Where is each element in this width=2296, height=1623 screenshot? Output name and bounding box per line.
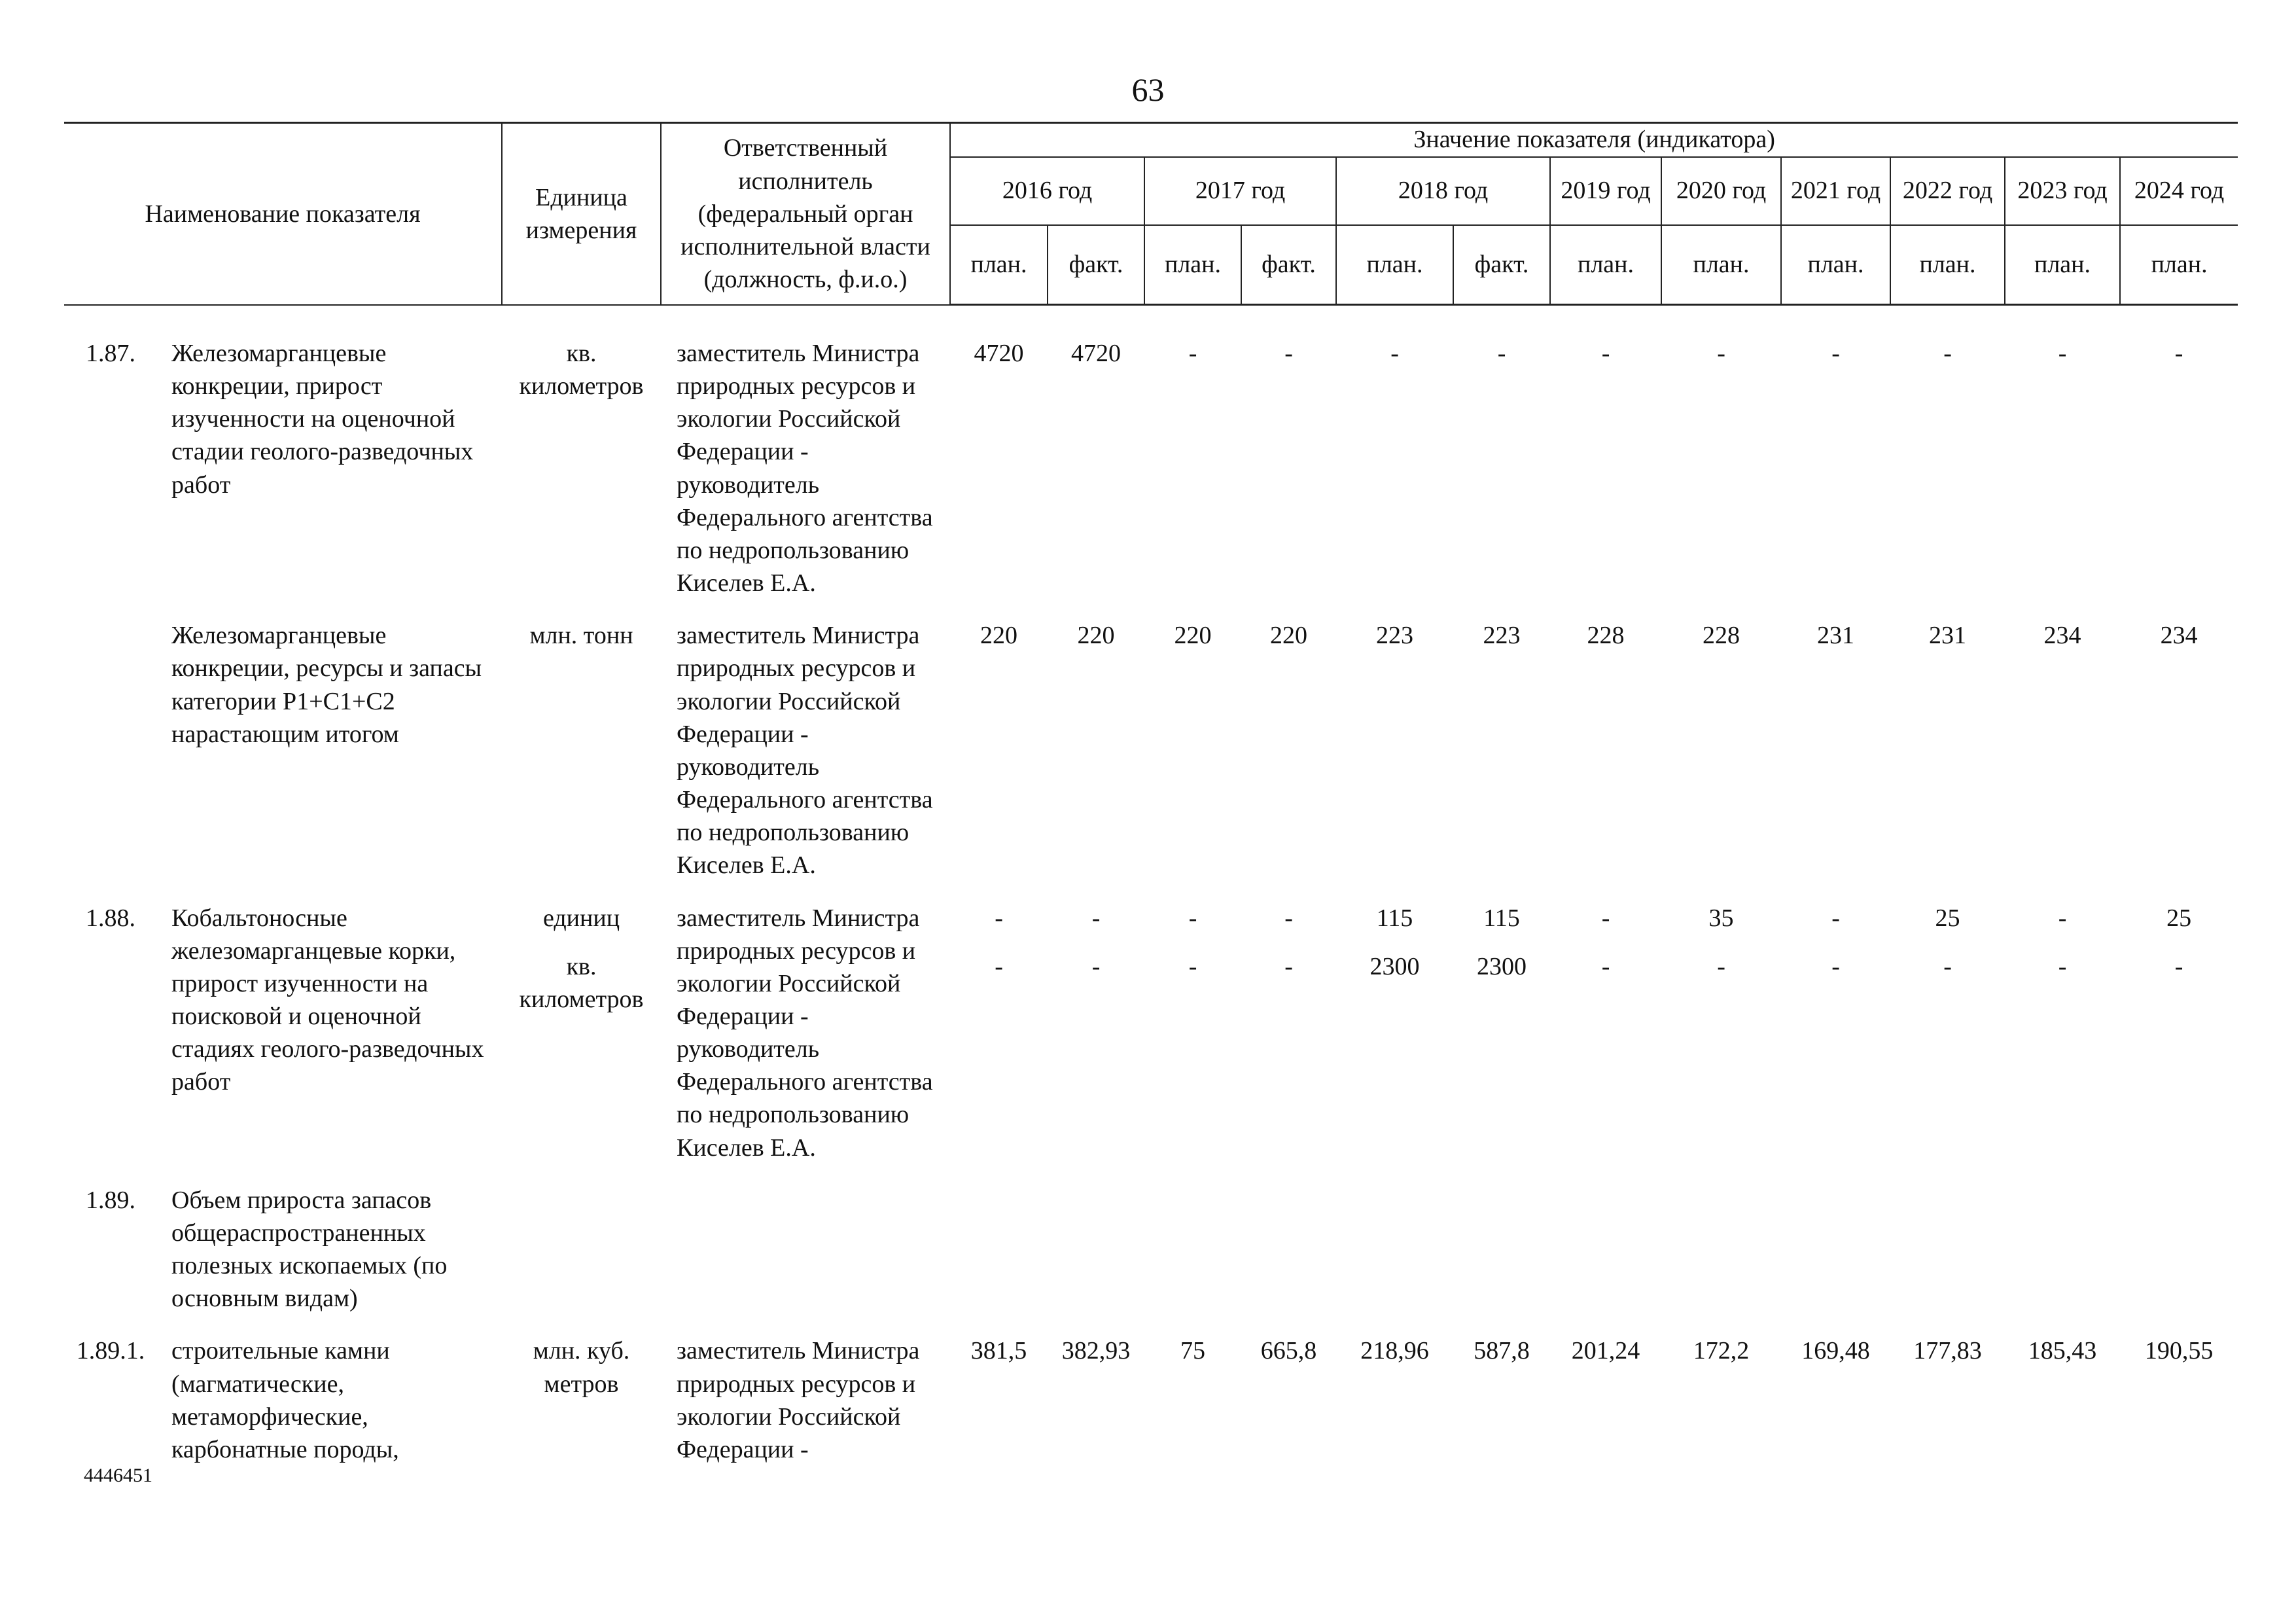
indicator-name: Железомарганцевые конкреции, ресурсы и запасы категории P1+C1+C2 нарастающим итогом [171,622,482,748]
value-cell [2120,902,2238,1184]
value-cell [2005,1184,2120,1335]
value-cell [1453,619,1550,901]
indicator-value: - [1188,340,1197,367]
value-cell [1241,902,1336,1184]
indicator-name: Кобальтоносные железомарганцевые корки, прирост изученности на поисковой и оценочной стадиях геолого-разведочных работ [171,904,484,1096]
value-cell [2120,1334,2238,1486]
header-year-2017: 2017 год [1144,157,1336,225]
value-cell [2120,619,2238,901]
header-plan: план. [1144,225,1241,305]
indicator-value: 220 [1270,622,1308,650]
header-indicator-value: Значение показателя (индикатора) [950,123,2238,158]
indicator-value: - [1497,340,1506,367]
indicator-value: - [1601,904,1610,932]
indicator-value: 172,2 [1693,1337,1750,1365]
value-cell [1890,1184,2005,1335]
indicator-value: - [1601,340,1610,367]
indicator-value: 4720 [974,340,1024,367]
header-plan: план. [1550,225,1661,305]
indicator-value: - [2058,904,2067,932]
value-cell [1550,902,1661,1184]
value-cell [1144,1184,1241,1335]
value-cell [1550,1184,1661,1335]
indicator-value: 25 [2166,904,2192,932]
header-year-2024: 2024 год [2120,157,2238,225]
indicator-value: 665,8 [1260,1337,1317,1365]
indicator-value: - [1831,340,1840,367]
indicator-value: - [2174,340,2183,367]
indicator-value: 185,43 [2028,1337,2097,1365]
value-cell [1336,1334,1453,1486]
value-cell [1241,1334,1336,1486]
indicator-value: 234 [2160,622,2198,650]
header-year-2022: 2022 год [1890,157,2005,225]
value-cell [1453,1184,1550,1335]
value-cell [1661,902,1781,1184]
row-number: 1.89.1. [76,1337,145,1365]
value-cell [1336,619,1453,901]
value-cell [1550,1334,1661,1486]
value-cell [1241,337,1336,619]
indicator-value: - [1717,340,1725,367]
value-cell [1336,902,1453,1184]
header-fact: факт. [1048,225,1144,305]
value-cell [1890,902,2005,1184]
header-name: Наименование показателя [64,123,502,305]
indicator-value: 2300 [1477,952,1527,980]
indicator-value: - [1188,952,1197,980]
responsible-executor: заместитель Министра природных ресурсов и экологии Российской Федерации - руководитель Федерального агентства по недропользованию Киселев Е.А. [677,622,933,880]
unit-value: кв. километров [519,340,644,401]
indicator-value: 218,96 [1360,1337,1429,1365]
value-cell [950,619,1048,901]
indicator-value: 201,24 [1571,1337,1640,1365]
indicator-value: 2300 [1369,952,1420,980]
value-cell [950,337,1048,619]
indicator-value: 381,5 [970,1337,1027,1365]
header-plan: план. [1336,225,1453,305]
row-number: 1.89. [86,1186,135,1214]
indicator-value: 177,83 [1913,1337,1982,1365]
header-plan: план. [950,225,1048,305]
value-cell [1890,1334,2005,1486]
indicator-value: - [1831,904,1840,932]
indicator-value: - [1188,904,1197,932]
value-cell [1048,1334,1144,1486]
indicator-value: 35 [1708,904,1734,932]
unit-value: млн. куб. метров [533,1337,630,1398]
value-cell [1781,337,1890,619]
header-plan: план. [2120,225,2238,305]
unit-value: млн. тонн [529,622,633,650]
table-row [64,1184,2238,1335]
indicator-value: 220 [980,622,1018,650]
indicator-value: - [1943,340,1952,367]
indicator-value: - [1284,952,1293,980]
table-row [64,902,2238,1184]
value-cell [1453,337,1550,619]
indicator-value: - [1717,952,1725,980]
indicator-name: Объем прироста запасов общераспространенных полезных ископаемых (по основным видам) [171,1186,448,1313]
value-cell [1781,1184,1890,1335]
indicator-value: - [2058,340,2067,367]
unit-cell [502,337,661,619]
value-cell [1144,337,1241,619]
value-cell [1781,1334,1890,1486]
responsible-executor: заместитель Министра природных ресурсов и экологии Российской Федерации - руководитель Федерального агентства по недропользованию Киселев Е.А. [677,340,933,597]
value-cell [1048,902,1144,1184]
indicator-value: - [1390,340,1399,367]
table-row [64,337,2238,619]
table-body [64,305,2238,1486]
indicator-value: 75 [1180,1337,1206,1365]
row-number [64,619,157,901]
row-number: 1.88. [86,904,135,932]
value-cell [1890,337,2005,619]
header-plan: план. [1661,225,1781,305]
indicator-value: 231 [1817,622,1855,650]
unit-cell [502,902,661,1184]
indicator-value: 223 [1376,622,1414,650]
indicators-table [64,122,2238,1486]
header-year-2018: 2018 год [1336,157,1550,225]
header-fact: факт. [1453,225,1550,305]
indicator-value: - [995,952,1003,980]
header-plan: план. [1890,225,2005,305]
value-cell [1241,619,1336,901]
value-cell [2005,619,2120,901]
value-cell [2005,1334,2120,1486]
value-cell [1550,619,1661,901]
value-cell [1453,1334,1550,1486]
value-cell [950,1184,1048,1335]
value-cell [1661,337,1781,619]
header-year-2016: 2016 год [950,157,1144,225]
value-cell [1661,1334,1781,1486]
indicator-name: строительные камни (магматические, метаморфические, карбонатные породы, [171,1337,399,1463]
header-fact: факт. [1241,225,1336,305]
indicator-value: 4720 [1071,340,1122,367]
value-cell [1241,1184,1336,1335]
value-cell [2005,902,2120,1184]
value-cell [950,902,1048,1184]
value-cell [1453,902,1550,1184]
indicator-value: 25 [1935,904,1960,932]
indicator-value: 234 [2043,622,2081,650]
value-cell [950,1334,1048,1486]
indicator-value: - [1284,904,1293,932]
indicator-name: Железомарганцевые конкреции, прирост изученности на оценочной стадии геолого-разведочных работ [171,340,474,499]
header-year-2020: 2020 год [1661,157,1781,225]
indicator-value: - [995,904,1003,932]
indicator-value: 382,93 [1061,1337,1131,1365]
header-unit: Единица измерения [502,123,661,305]
indicator-value: 228 [1703,622,1740,650]
value-cell [1781,902,1890,1184]
value-cell [2005,337,2120,619]
indicator-value: 190,55 [2144,1337,2214,1365]
indicator-value: 231 [1929,622,1967,650]
value-cell [1661,619,1781,901]
value-cell [1336,1184,1453,1335]
value-cell [1890,619,2005,901]
header-plan: план. [2005,225,2120,305]
value-cell [1144,619,1241,901]
indicator-value: - [2174,952,2183,980]
value-cell [1048,1184,1144,1335]
responsible-executor: заместитель Министра природных ресурсов и экологии Российской Федерации - [677,1337,920,1463]
indicator-value: 169,48 [1801,1337,1870,1365]
indicator-value: 223 [1483,622,1521,650]
value-cell [1048,619,1144,901]
indicator-value: - [1831,952,1840,980]
table-row [64,619,2238,901]
unit-cell [502,619,661,901]
value-cell [1550,337,1661,619]
header-year-2023: 2023 год [2005,157,2120,225]
value-cell [1336,337,1453,619]
unit-value: кв. километров [519,952,644,1013]
unit-cell [502,1334,661,1486]
unit-cell [502,1184,661,1335]
value-cell [2120,337,2238,619]
indicator-value: 587,8 [1474,1337,1530,1365]
indicator-value: - [1091,952,1101,980]
responsible-executor: заместитель Министра природных ресурсов и экологии Российской Федерации - руководитель Федерального агентства по недропользованию Киселев Е.А. [677,904,933,1162]
table-row [64,1334,2238,1486]
unit-value: единиц [542,904,620,932]
value-cell [2120,1184,2238,1335]
value-cell [1144,1334,1241,1486]
indicator-value: - [2058,952,2067,980]
indicator-value: - [1943,952,1952,980]
indicator-value: - [1601,952,1610,980]
value-cell [1048,337,1144,619]
indicator-value: 115 [1483,904,1520,932]
page-number: 63 [1131,71,1165,108]
indicator-value: 115 [1376,904,1413,932]
header-year-2019: 2019 год [1550,157,1661,225]
indicator-value: 228 [1587,622,1625,650]
indicator-value: 220 [1174,622,1212,650]
value-cell [1661,1184,1781,1335]
value-cell [1144,902,1241,1184]
header-year-2021: 2021 год [1781,157,1890,225]
indicator-value: 220 [1077,622,1115,650]
header-plan: план. [1781,225,1890,305]
document-code: 4446451 [84,1465,152,1486]
responsible-executor [661,1184,950,1335]
table-header [64,123,2238,305]
indicator-value: - [1284,340,1293,367]
value-cell [1781,619,1890,901]
row-number: 1.87. [86,340,135,367]
indicator-value: - [1091,904,1101,932]
header-responsible: Ответственный исполнитель (федеральный орган исполнительной власти (должность, ф.и.о.) [661,123,950,305]
